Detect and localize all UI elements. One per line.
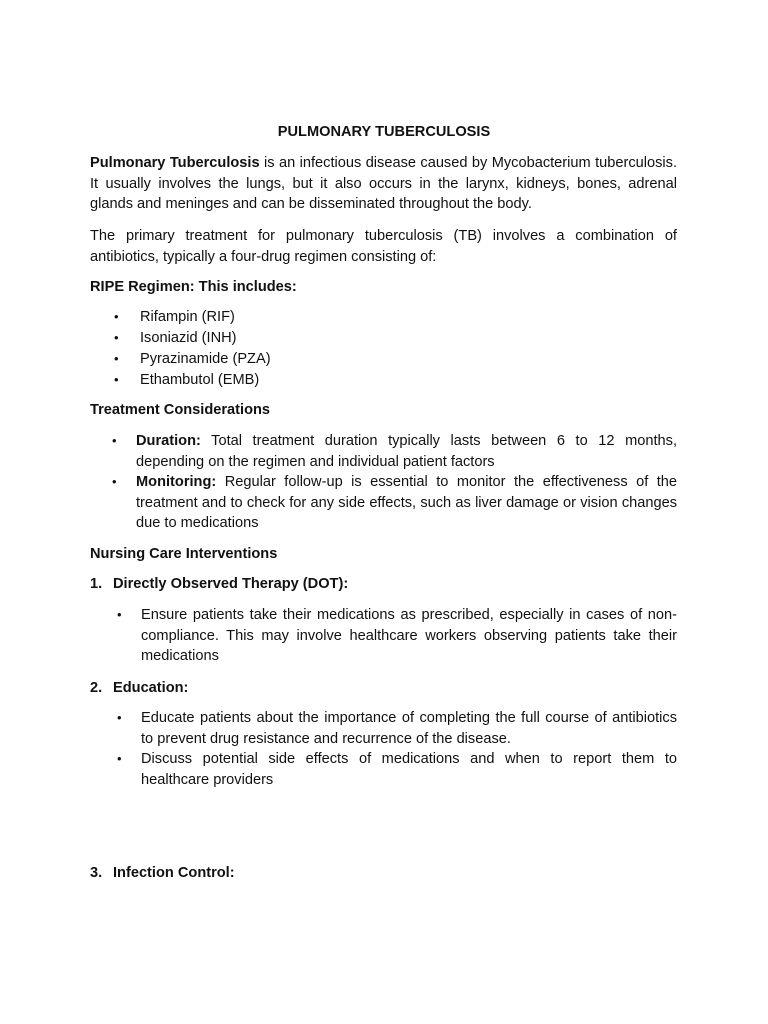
bullet-icon: • [117, 607, 122, 622]
ripe-heading: RIPE Regimen: This includes: [90, 279, 297, 295]
list-item [114, 349, 701, 370]
bullet-icon: • [117, 751, 122, 766]
list-item [117, 605, 677, 667]
monitoring-label: Monitoring: [136, 474, 217, 490]
duration-label: Duration: [136, 433, 201, 449]
list-item [114, 328, 701, 349]
consideration-monitoring [136, 472, 677, 534]
section-title: Directly Observed Therapy (DOT): [113, 576, 349, 592]
bullet-icon: • [112, 474, 117, 489]
page-title: PULMONARY TUBERCULOSIS [277, 124, 491, 140]
section-number: 2. [90, 680, 103, 696]
list-item [117, 749, 677, 790]
intro-paragraph [90, 153, 677, 215]
dot-item: Ensure patients take their medications as prescribed, especially in cases of non-compliance. This may involve healthcare workers observing patients take their medications [141, 607, 677, 665]
section-number: 1. [90, 576, 103, 592]
ripe-item-pza: Pyrazinamide (PZA) [140, 351, 271, 367]
bullet-icon: • [114, 309, 119, 324]
bullet-icon: • [114, 351, 119, 366]
education-item-1: Educate patients about the importance of completing the full course of antibiotics to prevent drug resistance and recurrence of the disease. [141, 710, 677, 747]
section-title: Education: [113, 680, 189, 696]
intro-bold-term: Pulmonary Tuberculosis [90, 155, 260, 171]
ripe-item-rif: Rifampin (RIF) [140, 309, 235, 325]
bullet-icon: • [114, 330, 119, 345]
education-item-2: Discuss potential side effects of medications and when to report them to healthcare providers [141, 751, 677, 788]
list-item [114, 307, 701, 328]
intro-text: is an infectious disease caused by Mycobacterium tuberculosis. It usually involves the lungs, but it also occurs in the larynx, kidneys, bones, adrenal glands and meninges and can be disseminated throughout the body. [90, 155, 678, 213]
list-item [117, 708, 677, 749]
ripe-item-emb: Ethambutol (EMB) [140, 372, 260, 388]
list-item [112, 431, 677, 472]
consideration-duration [136, 431, 677, 472]
treatment-paragraph: The primary treatment for pulmonary tuberculosis (TB) involves a combination of antibiotics, typically a four-drug regimen consisting of: [90, 228, 677, 265]
monitoring-text: Regular follow-up is essential to monitor the effectiveness of the treatment and to check for any side effects, such as liver damage or vision changes due to medications [136, 474, 677, 532]
considerations-heading: Treatment Considerations [90, 402, 271, 418]
nursing-heading: Nursing Care Interventions [90, 546, 278, 562]
list-item [112, 472, 677, 534]
list-item [114, 370, 701, 391]
duration-text: Total treatment duration typically lasts between 6 to 12 months, depending on the regimen and individual patient factors [136, 433, 677, 470]
ripe-item-inh: Isoniazid (INH) [140, 330, 237, 346]
bullet-icon: • [114, 372, 119, 387]
bullet-icon: • [112, 433, 117, 448]
section-title: Infection Control: [113, 865, 235, 881]
section-number: 3. [90, 865, 103, 881]
bullet-icon: • [117, 710, 122, 725]
